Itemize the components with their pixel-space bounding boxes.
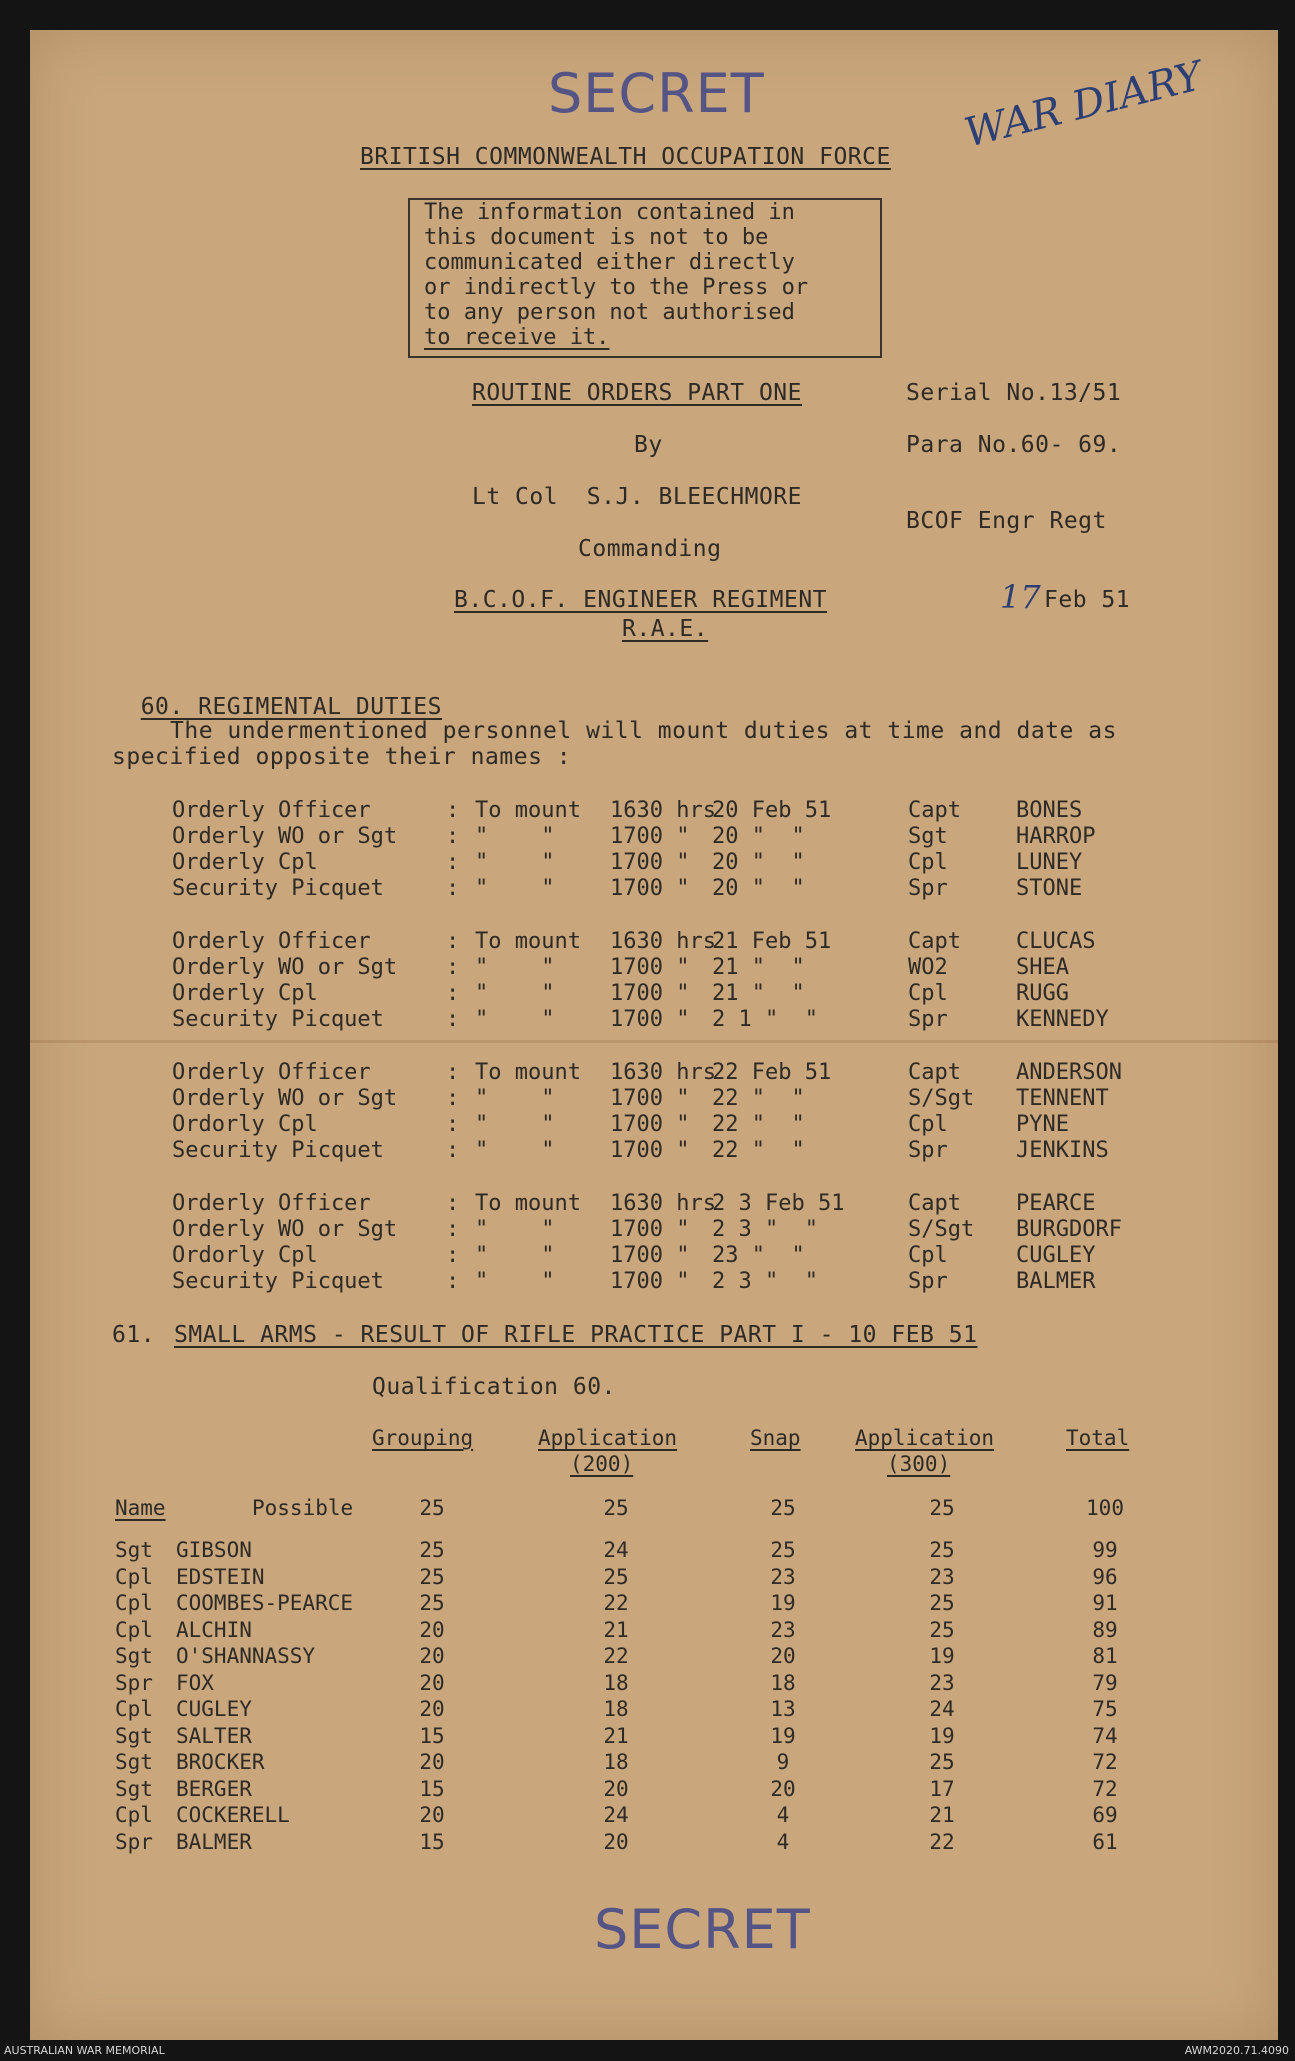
duty-duty-cell: Orderly Officer (172, 929, 371, 954)
row-score: 61 (1092, 1830, 1118, 1854)
secret-stamp-bottom: SECRET (594, 1898, 811, 1961)
row-score: 22 (929, 1830, 955, 1854)
duty-duty-cell: Ordorly Cpl (172, 1112, 318, 1137)
row-score: 20 (770, 1777, 796, 1801)
row-score: 19 (770, 1591, 796, 1615)
duty-day-cell: 22 " " (712, 1112, 805, 1137)
column-header: Grouping (372, 1426, 474, 1450)
duty-day-cell: 22 " " (712, 1086, 805, 1111)
row-score: 15 (419, 1777, 445, 1801)
duty-name-cell: TENNENT (1016, 1086, 1109, 1111)
row-name: O'SHANNASSY (176, 1644, 316, 1668)
row-name: EDSTEIN (176, 1565, 265, 1589)
duty-mount-cell: " " (475, 1243, 555, 1268)
duty-mount-cell: To mount (475, 929, 581, 954)
row-score: 99 (1092, 1538, 1118, 1562)
row-name: GIBSON (176, 1538, 252, 1562)
duty-rank-cell: Spr (908, 1138, 948, 1163)
possible-value: 25 (419, 1496, 445, 1520)
row-score: 23 (929, 1565, 955, 1589)
row-score: 74 (1092, 1724, 1118, 1748)
duty-sep-cell: : (446, 1112, 460, 1137)
row-name: FOX (176, 1671, 214, 1695)
duty-time-cell: 1700 " (610, 1086, 690, 1111)
possible-value: 25 (603, 1496, 629, 1520)
row-rank: Sgt (115, 1644, 153, 1668)
section-60-intro-line2: specified opposite their names : (112, 744, 572, 770)
duty-mount-cell: " " (475, 824, 555, 849)
secret-stamp-top: SECRET (548, 62, 765, 125)
row-score: 91 (1092, 1591, 1118, 1615)
row-name: COCKERELL (176, 1803, 290, 1827)
duty-mount-cell: " " (475, 981, 555, 1006)
row-score: 81 (1092, 1644, 1118, 1668)
row-rank: Sgt (115, 1538, 153, 1562)
duty-mount-cell: " " (475, 1269, 555, 1294)
row-score: 13 (770, 1697, 796, 1721)
duty-day-cell: 20 " " (712, 850, 805, 875)
row-rank: Cpl (115, 1618, 153, 1642)
notice-line: communicated either directly (424, 250, 795, 275)
row-rank: Cpl (115, 1591, 153, 1615)
duty-time-cell: 1700 " (610, 876, 690, 901)
duty-sep-cell: : (446, 1191, 460, 1216)
duty-day-cell: 21 Feb 51 (712, 929, 832, 954)
commander-name: Lt Col S.J. BLEECHMORE (472, 484, 802, 510)
row-score: 72 (1092, 1777, 1118, 1801)
row-score: 15 (419, 1830, 445, 1854)
duty-sep-cell: : (446, 1086, 460, 1111)
row-score: 9 (776, 1750, 790, 1774)
duty-duty-cell: Orderly Officer (172, 1191, 371, 1216)
unit-name: B.C.O.F. ENGINEER REGIMENT (454, 587, 828, 613)
duty-rank-cell: S/Sgt (908, 1086, 975, 1111)
section-60-heading (112, 668, 442, 720)
regiment-short: BCOF Engr Regt (906, 508, 1107, 534)
row-rank: Spr (115, 1671, 153, 1695)
row-name: SALTER (176, 1724, 252, 1748)
document-title: ROUTINE ORDERS PART ONE (472, 380, 802, 406)
row-rank: Cpl (115, 1803, 153, 1827)
duty-duty-cell: Orderly Cpl (172, 850, 318, 875)
duty-name-cell: PYNE (1016, 1112, 1069, 1137)
duty-time-cell: 1700 " (610, 981, 690, 1006)
possible-label: Possible (252, 1496, 354, 1520)
duty-sep-cell: : (446, 929, 460, 954)
section-60-intro-line1: The undermentioned personnel will mount duties at time and date as (170, 718, 1117, 744)
duty-sep-cell: : (446, 1060, 460, 1085)
duty-sep-cell: : (446, 798, 460, 823)
duty-time-cell: 1700 " (610, 1269, 690, 1294)
row-score: 20 (603, 1777, 629, 1801)
duty-day-cell: 20 " " (712, 824, 805, 849)
row-score: 19 (929, 1724, 955, 1748)
duty-rank-cell: Sgt (908, 824, 948, 849)
section-61-number: 61. (112, 1322, 156, 1348)
duty-sep-cell: : (446, 1269, 460, 1294)
section-61-heading: SMALL ARMS - RESULT OF RIFLE PRACTICE PART I - 10 FEB 51 (174, 1322, 978, 1348)
row-score: 20 (419, 1750, 445, 1774)
duty-rank-cell: Cpl (908, 850, 948, 875)
duty-day-cell: 22 " " (712, 1138, 805, 1163)
row-score: 19 (929, 1644, 955, 1668)
row-name: BALMER (176, 1830, 252, 1854)
duty-sep-cell: : (446, 981, 460, 1006)
duty-name-cell: KENNEDY (1016, 1007, 1109, 1032)
duty-sep-cell: : (446, 1217, 460, 1242)
row-score: 20 (770, 1644, 796, 1668)
duty-time-cell: 1630 hrs (610, 1060, 716, 1085)
row-rank: Spr (115, 1830, 153, 1854)
duty-duty-cell: Orderly WO or Sgt (172, 824, 398, 849)
duty-day-cell: 2 3 " " (712, 1217, 818, 1242)
duty-sep-cell: : (446, 850, 460, 875)
duty-rank-cell: Spr (908, 876, 948, 901)
handwritten-date-day: 17 (1000, 578, 1041, 616)
duty-time-cell: 1700 " (610, 1217, 690, 1242)
row-score: 72 (1092, 1750, 1118, 1774)
duty-time-cell: 1700 " (610, 1243, 690, 1268)
duty-mount-cell: To mount (475, 1191, 581, 1216)
row-score: 24 (929, 1697, 955, 1721)
duty-name-cell: JENKINS (1016, 1138, 1109, 1163)
handwritten-war-diary: WAR DIARY (960, 53, 1207, 157)
row-score: 25 (419, 1565, 445, 1589)
name-column-header: Name (115, 1496, 166, 1520)
duty-duty-cell: Orderly Officer (172, 1060, 371, 1085)
duty-rank-cell: S/Sgt (908, 1217, 975, 1242)
duty-sep-cell: : (446, 1243, 460, 1268)
section-60-heading-text: 60. REGIMENTAL DUTIES (140, 694, 442, 720)
duty-day-cell: 20 Feb 51 (712, 798, 832, 823)
column-header: Snap (750, 1426, 801, 1450)
duty-mount-cell: " " (475, 876, 555, 901)
row-score: 4 (776, 1830, 790, 1854)
duty-name-cell: CLUCAS (1016, 929, 1096, 954)
duty-mount-cell: To mount (475, 1060, 581, 1085)
duty-name-cell: LUNEY (1016, 850, 1083, 875)
duty-sep-cell: : (446, 1138, 460, 1163)
column-header: Application (538, 1426, 678, 1450)
duty-day-cell: 2 3 " " (712, 1269, 818, 1294)
row-score: 24 (603, 1538, 629, 1562)
duty-name-cell: RUGG (1016, 981, 1069, 1006)
duty-time-cell: 1700 " (610, 1007, 690, 1032)
row-score: 22 (603, 1591, 629, 1615)
row-score: 20 (419, 1803, 445, 1827)
row-score: 20 (419, 1671, 445, 1695)
row-score: 69 (1092, 1803, 1118, 1827)
row-score: 89 (1092, 1618, 1118, 1642)
para-number: Para No.60- 69. (906, 432, 1122, 458)
duty-day-cell: 21 " " (712, 981, 805, 1006)
duty-rank-cell: Cpl (908, 1112, 948, 1137)
column-header: Application (855, 1426, 995, 1450)
row-score: 18 (603, 1750, 629, 1774)
date-typed: Feb 51 (1044, 587, 1131, 613)
row-score: 23 (929, 1671, 955, 1695)
row-score: 25 (929, 1538, 955, 1562)
duty-name-cell: ANDERSON (1016, 1060, 1122, 1085)
row-score: 20 (419, 1644, 445, 1668)
duty-rank-cell: Spr (908, 1269, 948, 1294)
duty-rank-cell: Capt (908, 1060, 961, 1085)
row-score: 23 (770, 1565, 796, 1589)
duty-name-cell: BURGDORF (1016, 1217, 1122, 1242)
duty-time-cell: 1630 hrs (610, 929, 716, 954)
row-score: 96 (1092, 1565, 1118, 1589)
duty-time-cell: 1700 " (610, 850, 690, 875)
duty-duty-cell: Orderly WO or Sgt (172, 1086, 398, 1111)
notice-line: to receive it. (424, 325, 610, 350)
notice-line: to any person not authorised (424, 300, 795, 325)
row-name: CUGLEY (176, 1697, 252, 1721)
duty-mount-cell: " " (475, 1086, 555, 1111)
duty-rank-cell: Cpl (908, 981, 948, 1006)
row-score: 18 (770, 1671, 796, 1695)
row-score: 25 (770, 1538, 796, 1562)
duty-name-cell: BONES (1016, 798, 1083, 823)
duty-rank-cell: Capt (908, 929, 961, 954)
duty-rank-cell: Cpl (908, 1243, 948, 1268)
row-name: BROCKER (176, 1750, 265, 1774)
duty-duty-cell: Security Picquet (172, 1007, 384, 1032)
duty-time-cell: 1700 " (610, 955, 690, 980)
duty-duty-cell: Orderly WO or Sgt (172, 955, 398, 980)
row-name: ALCHIN (176, 1618, 252, 1642)
column-header: Total (1066, 1426, 1130, 1450)
row-score: 19 (770, 1724, 796, 1748)
row-score: 20 (419, 1697, 445, 1721)
duty-duty-cell: Orderly Officer (172, 798, 371, 823)
row-score: 20 (603, 1830, 629, 1854)
row-score: 15 (419, 1724, 445, 1748)
duty-mount-cell: " " (475, 1217, 555, 1242)
duty-sep-cell: : (446, 955, 460, 980)
duty-name-cell: SHEA (1016, 955, 1069, 980)
row-rank: Sgt (115, 1724, 153, 1748)
duty-day-cell: 23 " " (712, 1243, 805, 1268)
organisation-heading: BRITISH COMMONWEALTH OCCUPATION FORCE (360, 144, 891, 170)
duty-name-cell: CUGLEY (1016, 1243, 1096, 1268)
row-score: 25 (929, 1618, 955, 1642)
row-score: 21 (603, 1724, 629, 1748)
duty-duty-cell: Security Picquet (172, 1138, 384, 1163)
duty-rank-cell: Capt (908, 798, 961, 823)
row-score: 79 (1092, 1671, 1118, 1695)
row-rank: Sgt (115, 1777, 153, 1801)
by-label: By (634, 432, 663, 458)
duty-day-cell: 20 " " (712, 876, 805, 901)
duty-mount-cell: To mount (475, 798, 581, 823)
duty-duty-cell: Security Picquet (172, 876, 384, 901)
duty-day-cell: 21 " " (712, 955, 805, 980)
serial-number: Serial No.13/51 (906, 380, 1122, 406)
notice-line: The information contained in (424, 200, 795, 225)
row-rank: Cpl (115, 1697, 153, 1721)
row-rank: Cpl (115, 1565, 153, 1589)
duty-rank-cell: WO2 (908, 955, 948, 980)
duty-mount-cell: " " (475, 850, 555, 875)
row-score: 22 (603, 1644, 629, 1668)
duty-duty-cell: Ordorly Cpl (172, 1243, 318, 1268)
possible-value: 100 (1086, 1496, 1124, 1520)
duty-time-cell: 1630 hrs (610, 798, 716, 823)
notice-line: or indirectly to the Press or (424, 275, 809, 300)
duty-day-cell: 2 1 " " (712, 1007, 818, 1032)
fold-line (30, 1040, 1278, 1043)
row-score: 21 (929, 1803, 955, 1827)
duty-duty-cell: Orderly WO or Sgt (172, 1217, 398, 1242)
duty-duty-cell: Orderly Cpl (172, 981, 318, 1006)
duty-day-cell: 22 Feb 51 (712, 1060, 832, 1085)
notice-line: this document is not to be (424, 225, 769, 250)
duty-name-cell: HARROP (1016, 824, 1096, 849)
duty-sep-cell: : (446, 876, 460, 901)
row-score: 20 (419, 1618, 445, 1642)
possible-value: 25 (929, 1496, 955, 1520)
duty-mount-cell: " " (475, 1138, 555, 1163)
row-score: 75 (1092, 1697, 1118, 1721)
duty-rank-cell: Capt (908, 1191, 961, 1216)
duty-name-cell: BALMER (1016, 1269, 1096, 1294)
commanding-label: Commanding (578, 536, 722, 562)
duty-time-cell: 1700 " (610, 824, 690, 849)
duty-duty-cell: Security Picquet (172, 1269, 384, 1294)
duty-time-cell: 1630 hrs (610, 1191, 716, 1216)
row-score: 23 (770, 1618, 796, 1642)
possible-value: 25 (770, 1496, 796, 1520)
duty-mount-cell: " " (475, 955, 555, 980)
row-score: 21 (603, 1618, 629, 1642)
row-score: 25 (929, 1591, 955, 1615)
duty-time-cell: 1700 " (610, 1138, 690, 1163)
row-rank: Sgt (115, 1750, 153, 1774)
duty-time-cell: 1700 " (610, 1112, 690, 1137)
duty-mount-cell: " " (475, 1112, 555, 1137)
security-notice-box (408, 198, 882, 358)
row-score: 25 (603, 1565, 629, 1589)
row-score: 25 (419, 1591, 445, 1615)
row-score: 24 (603, 1803, 629, 1827)
footer-reference: AWM2020.71.4090 (1184, 2044, 1289, 2057)
row-score: 18 (603, 1671, 629, 1695)
row-score: 25 (419, 1538, 445, 1562)
row-score: 17 (929, 1777, 955, 1801)
duty-name-cell: PEARCE (1016, 1191, 1096, 1216)
unit-subtitle: R.A.E. (622, 616, 709, 642)
duty-name-cell: STONE (1016, 876, 1083, 901)
row-name: COOMBES-PEARCE (176, 1591, 354, 1615)
footer-archive: AUSTRALIAN WAR MEMORIAL (4, 2044, 165, 2057)
row-name: BERGER (176, 1777, 252, 1801)
row-score: 25 (929, 1750, 955, 1774)
column-subheader: (300) (887, 1452, 951, 1476)
duty-mount-cell: " " (475, 1007, 555, 1032)
row-score: 18 (603, 1697, 629, 1721)
duty-rank-cell: Spr (908, 1007, 948, 1032)
duty-sep-cell: : (446, 1007, 460, 1032)
duty-day-cell: 2 3 Feb 51 (712, 1191, 845, 1216)
duty-sep-cell: : (446, 824, 460, 849)
qualification-note: Qualification 60. (372, 1374, 616, 1400)
row-score: 4 (776, 1803, 790, 1827)
column-subheader: (200) (570, 1452, 634, 1476)
